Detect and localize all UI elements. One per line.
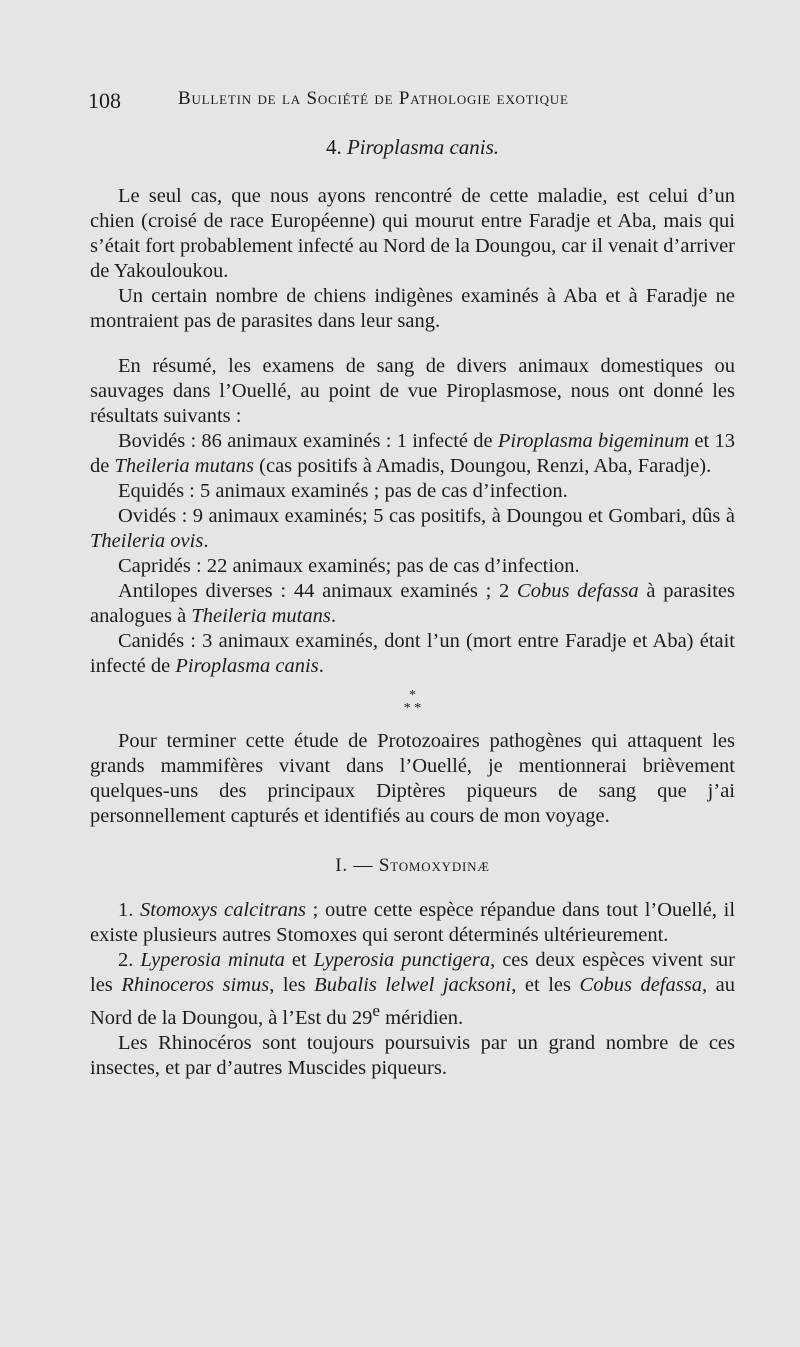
item-2 [90, 948, 735, 1031]
item-2-species-3: Rhinoceros simus [121, 974, 270, 996]
section-name: Piroplasma canis. [346, 135, 500, 159]
body-text [90, 135, 735, 1081]
antilopes-species-2: Theileria mutans [191, 605, 331, 627]
antilopes-text-c: à parasites analogues à [90, 580, 736, 627]
item-2-species-5: Cobus defassa [579, 974, 702, 996]
item-2-species-1: Lyperosia minuta [140, 949, 285, 971]
canides-species: Piroplasma canis [175, 655, 319, 677]
result-equides: Equidés : 5 animaux examinés ; pas de cas d’infection. [118, 480, 568, 502]
result-canides [90, 629, 735, 679]
item-2-number: 2. [118, 949, 141, 971]
result-antilopes [90, 579, 735, 629]
asterism-bottom: * * [403, 701, 422, 716]
antilopes-species-1: Cobus defassa [517, 580, 639, 602]
bovides-species-2: Theileria mutans [114, 455, 255, 477]
section-title [90, 135, 735, 160]
page-number: 108 [88, 88, 121, 113]
item-2-species-2: Lyperosia punctigera [313, 949, 491, 971]
ovides-species: Theileria ovis [90, 530, 204, 552]
item-1-text: ; outre cette espèce répandue dans tout l’Ouellé, il existe plusieurs autres Stomoxes qui seront déterminés ultérieurement. [90, 899, 736, 946]
item-2-text-6: méridien. [380, 1006, 464, 1029]
item-1 [90, 898, 735, 948]
asterism-separator [90, 689, 735, 715]
paragraph-final: Les Rhinocéros sont toujours poursuivis par un grand nombre de ces insectes, et par d’autres Muscides piqueurs. [90, 1031, 735, 1079]
item-2-text-5: , au Nord de la Doungou, à l’Est du 29 [90, 974, 735, 1029]
paragraph-summary: En résumé, les examens de sang de divers animaux domestiques ou sauvages dans l’Ouellé, au point de vue Piroplasmose, nous ont donné les résultats suivants : [90, 355, 735, 427]
bovides-species-1: Piroplasma bigeminum [497, 430, 690, 452]
asterism-top: * [409, 688, 416, 703]
canides-text-a: Canidés : 3 animaux examinés, dont l’un (mort entre Faradje et Aba) était infecté de [90, 630, 735, 677]
item-2-text-4: , et les [511, 974, 580, 996]
result-ovides [90, 504, 735, 554]
item-2-text-3: , les [269, 974, 315, 996]
item-1-number: 1. [118, 899, 140, 921]
antilopes-text-e: . [330, 605, 336, 627]
canides-text-c: . [318, 655, 324, 677]
paragraph-1: Le seul cas, que nous ayons rencontré de cette maladie, est celui d’un chien (croisé de race Européenne) qui mourut entre Faradje et Aba, mais qui s’était fort probablement infecté au Nord de la Doungou, car il venait d’arriver de Yakouloukou. [90, 185, 735, 282]
result-caprides: Capridés : 22 animaux examinés; pas de cas d’infection. [118, 555, 580, 577]
subsection-title: I. — Stomoxydinæ [335, 855, 490, 876]
running-header [88, 82, 720, 118]
item-2-text-2: , ces deux espèces vivent sur les [90, 949, 736, 996]
bovides-text-a: Bovidés : 86 animaux examinés : 1 infecté de [118, 430, 498, 452]
result-bovides [90, 429, 735, 479]
item-1-species: Stomoxys calcitrans [140, 899, 307, 921]
section-number: 4. [325, 135, 342, 159]
item-2-text-1: et [284, 949, 314, 971]
ovides-text-c: . [203, 530, 209, 552]
paragraph-dipteres: Pour terminer cette étude de Protozoaires pathogènes qui attaquent les grands mammifères vivant dans l’Ouellé, je mentionnerai brièvement quelques-uns des principaux Diptères piqueurs de sang que j’ai personnellement capturés et identifiés au cours de mon voyage. [90, 730, 735, 827]
item-2-species-4: Bubalis lelwel jacksoni [314, 974, 512, 996]
bovides-text-e: (cas positifs à Amadis, Doungou, Renzi, Aba, Faradje). [254, 455, 712, 477]
bovides-text-c: et 13 de [90, 430, 735, 477]
paragraph-2: Un certain nombre de chiens indigènes examinés à Aba et à Faradje ne montraient pas de parasites dans leur sang. [90, 285, 735, 332]
ovides-text-a: Ovidés : 9 animaux examinés; 5 cas positifs, à Doungou et Gombari, dûs à [118, 505, 735, 527]
running-title: Bulletin de la Société de Pathologie exotique [178, 88, 569, 109]
antilopes-text-a: Antilopes diverses : 44 animaux examinés ; 2 [118, 580, 518, 602]
item-2-superscript: e [372, 1001, 380, 1020]
